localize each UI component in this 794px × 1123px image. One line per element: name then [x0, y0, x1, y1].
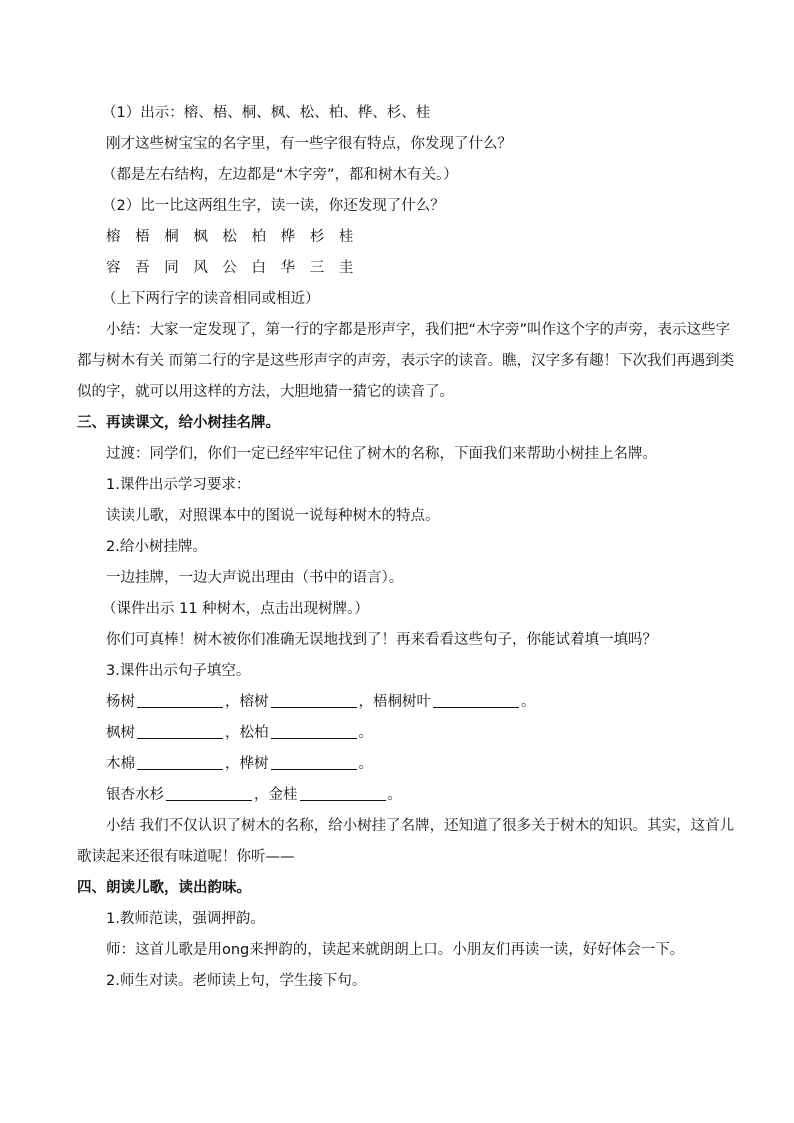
fill-label: 榕树 — [239, 694, 269, 710]
punct: 。 — [358, 756, 373, 772]
punct: 。 — [358, 725, 373, 741]
fill-blank[interactable] — [300, 784, 386, 801]
fill-blank-line-2 — [77, 718, 737, 749]
show-chars-line: （1）出示：榕、梧、桐、枫、松、柏、桦、杉、桂 — [102, 105, 431, 121]
fill-label: 枫树 — [106, 725, 135, 741]
answer-line: （都是左右结构，左边都是“木字旁”，都和树木有关。） — [102, 167, 458, 183]
requirement-line: 读读儿歌，对照课本中的图说一说每种树木的特点。 — [106, 508, 440, 524]
char-row-1: 榕 梧 桐 枫 松 柏 桦 杉 桂 — [106, 229, 359, 245]
punct: ， — [254, 787, 269, 803]
punct: ， — [358, 694, 373, 710]
fill-blank[interactable] — [137, 753, 223, 770]
fill-blank-line-3 — [77, 749, 737, 780]
fill-blank[interactable] — [271, 753, 357, 770]
step-1-line: 1.课件出示学习要求： — [106, 477, 251, 493]
fill-label: 桦树 — [239, 756, 269, 772]
document-body — [77, 98, 737, 997]
fill-blank[interactable] — [433, 691, 519, 708]
punct: 。 — [387, 787, 402, 803]
note-line: （上下两行字的读音相同或相近） — [102, 291, 320, 307]
fill-blank-line-4 — [77, 780, 737, 811]
rhyme-note-line: 师：这首儿歌是用ong来押韵的，读起来就朗朗上口。小朋友们再读一读，好好体会一下。 — [106, 942, 685, 958]
fill-label: 杨树 — [106, 694, 135, 710]
dialogue-reading-line: 2.师生对读。老师读上句，学生接下句。 — [106, 973, 367, 989]
section-heading-4: 四、朗读儿歌，读出韵味。 — [77, 880, 251, 896]
punct: ， — [225, 756, 240, 772]
model-reading-line: 1.教师范读，强调押韵。 — [106, 911, 265, 927]
fill-blank[interactable] — [271, 691, 357, 708]
summary-paragraph-1: 小结：大家一定发现了，第一行的字都是形声字，我们把“木字旁”叫作这个字的声旁，表示这些字都与树木有关 而第二行的字是这些形声字的声旁，表示字的读音。瞧，汉字多有趣！下次我们再遇到类似的字，就可以用这样的方法，大胆地猜一猜它的读音了。 — [77, 322, 735, 400]
fill-label: 梧桐树叶 — [373, 694, 431, 710]
char-row-2: 容 吾 同 风 公 白 华 三 圭 — [106, 260, 359, 276]
fill-label: 木棉 — [106, 756, 135, 772]
question-line: 刚才这些树宝宝的名字里，有一些字很有特点，你发现了什么？ — [106, 136, 512, 152]
praise-line: 你们可真棒！树木被你们准确无误地找到了！再来看看这些句子，你能试着填一填吗？ — [106, 632, 657, 648]
step-2-line: 2.给小树挂牌。 — [106, 539, 207, 555]
step-3-line: 3.课件出示句子填空。 — [106, 663, 251, 679]
fill-blank[interactable] — [271, 722, 357, 739]
fill-blank[interactable] — [137, 691, 223, 708]
section-heading-3: 三、再读课文，给小树挂名牌。 — [77, 415, 280, 431]
fill-blank[interactable] — [137, 722, 223, 739]
compare-prompt-line: （2）比一比这两组生字，读一读，你还发现了什么？ — [102, 198, 445, 214]
courseware-note-line: （课件出示 11 种树木，点击出现树牌。） — [102, 601, 369, 617]
transition-line: 过渡：同学们，你们一定已经牢牢记住了树木的名称，下面我们来帮助小树挂上名牌。 — [106, 446, 657, 462]
punct: 。 — [521, 694, 536, 710]
hang-sign-line: 一边挂牌，一边大声说出理由（书中的语言）。 — [106, 570, 404, 586]
punct: ， — [225, 694, 240, 710]
fill-blank-line-1 — [77, 687, 737, 718]
fill-blank[interactable] — [166, 784, 252, 801]
fill-label: 松柏 — [239, 725, 269, 741]
fill-label: 金桂 — [268, 787, 298, 803]
punct: ， — [225, 725, 240, 741]
fill-label: 银杏水杉 — [106, 787, 164, 803]
summary-paragraph-2: 小结 我们不仅认识了树木的名称，给小树挂了名牌，还知道了很多关于树木的知识。其实，这首儿歌读起来还很有味道呢！你听—— — [77, 818, 735, 865]
